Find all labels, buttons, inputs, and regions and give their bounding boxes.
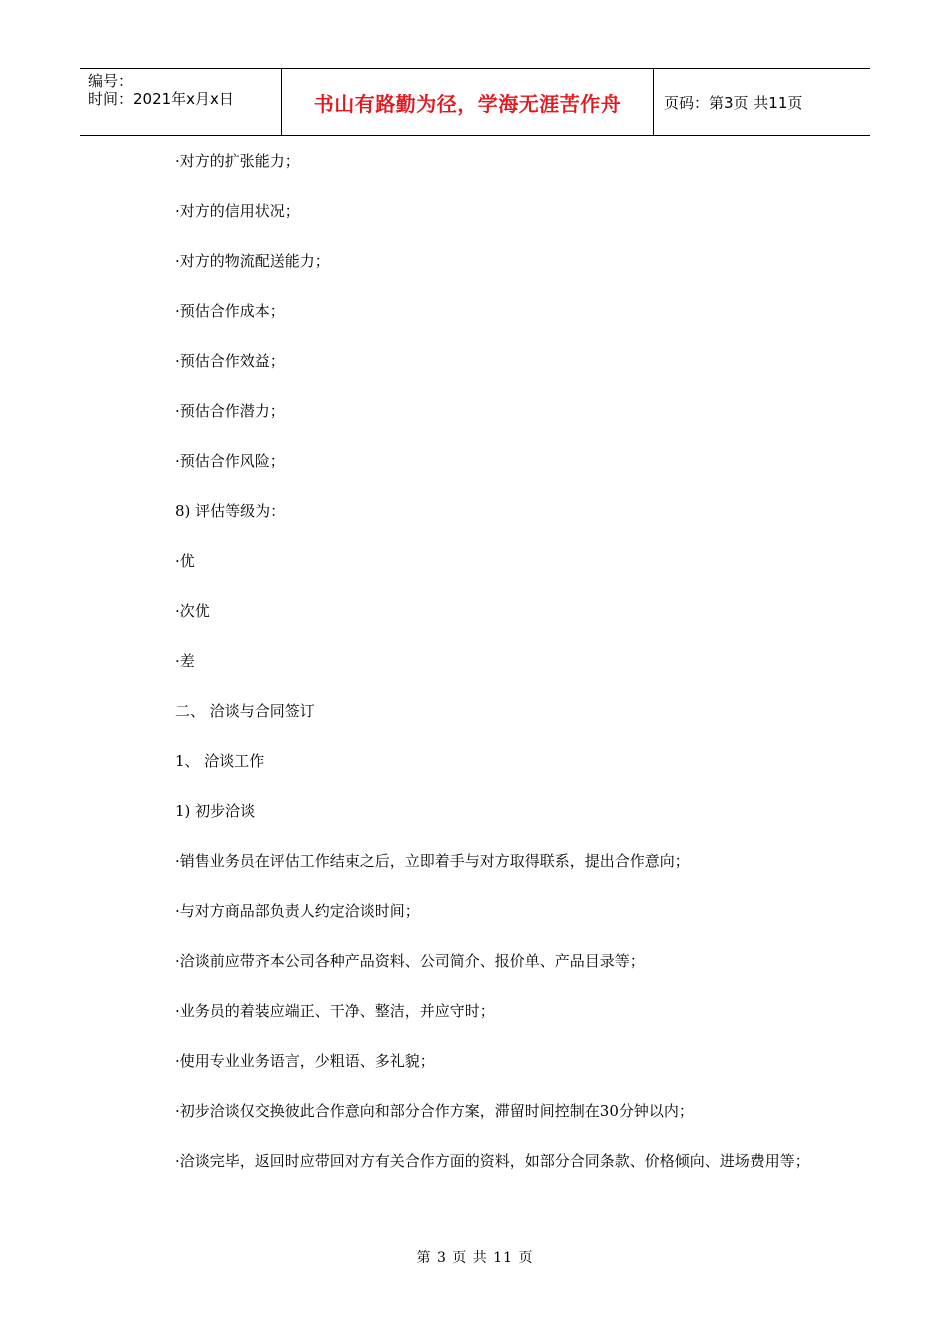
- paragraph: ·销售业务员在评估工作结束之后，立即着手与对方取得联系，提出合作意向；: [175, 852, 690, 870]
- document-time-label: 时间：2021年x月x日: [88, 90, 234, 108]
- paragraph: ·预估合作潜力；: [175, 402, 285, 420]
- document-number-label: 编号：: [88, 72, 134, 90]
- subsection-heading: 1) 初步洽谈: [175, 802, 256, 820]
- paragraph: ·初步洽谈仅交换彼此合作意向和部分合作方案，滞留时间控制在30分钟以内；: [175, 1102, 694, 1120]
- paragraph: ·预估合作风险；: [175, 452, 285, 470]
- paragraph: ·使用专业业务语言，少粗语、多礼貌；: [175, 1052, 435, 1070]
- paragraph: ·次优: [175, 602, 210, 620]
- header-motto: 书山有路勤为径，学海无涯苦作舟: [282, 69, 654, 135]
- document-body: [140, 150, 820, 1200]
- paragraph: ·业务员的着装应端正、干净、整洁，并应守时；: [175, 1002, 495, 1020]
- section-heading: 二、 洽谈与合同签订: [175, 702, 315, 720]
- header-page-info: 页码：第3页 共11页: [664, 93, 803, 112]
- paragraph: ·对方的物流配送能力；: [175, 252, 330, 270]
- page-header: [80, 68, 870, 136]
- paragraph: ·与对方商品部负责人约定洽谈时间；: [175, 902, 420, 920]
- page-footer: 第 3 页 共 11 页: [416, 1250, 534, 1266]
- paragraph: ·差: [175, 652, 195, 670]
- paragraph: 8) 评估等级为：: [175, 502, 286, 520]
- paragraph: ·洽谈前应带齐本公司各种产品资料、公司简介、报价单、产品目录等；: [175, 952, 645, 970]
- paragraph: ·对方的信用状况；: [175, 202, 300, 220]
- subsection-heading: 1、 洽谈工作: [175, 752, 265, 770]
- paragraph: ·优: [175, 552, 195, 570]
- paragraph: ·对方的扩张能力；: [175, 152, 300, 170]
- paragraph: ·洽谈完毕，返回时应带回对方有关合作方面的资料，如部分合同条款、价格倾向、进场费用等；: [175, 1152, 810, 1170]
- header-meta: [80, 69, 282, 135]
- paragraph: ·预估合作效益；: [175, 352, 285, 370]
- paragraph: ·预估合作成本；: [175, 302, 285, 320]
